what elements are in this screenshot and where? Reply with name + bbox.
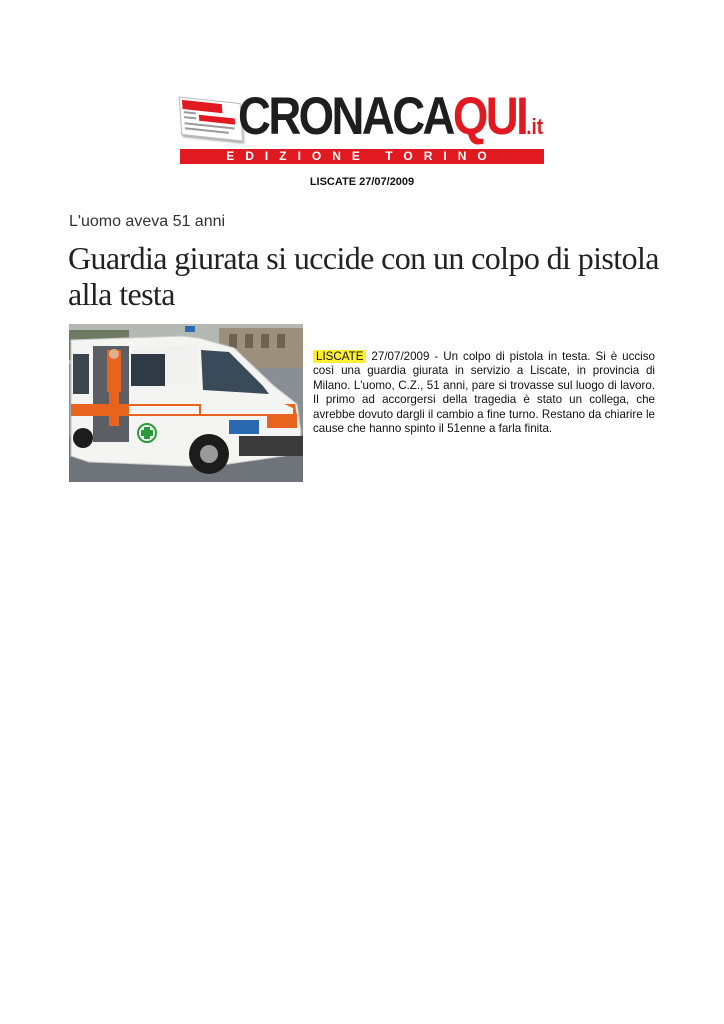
article-body: [313, 350, 655, 436]
ambulance-image: [69, 324, 303, 482]
place-highlight: LISCATE: [313, 350, 366, 363]
article-kicker: L'uomo aveva 51 anni: [69, 213, 226, 230]
dateline: LISCATE 27/07/2009: [309, 176, 415, 188]
logo-word-qui: QUI: [452, 87, 527, 146]
article-text: 27/07/2009 - Un colpo di pistola in testa. Si è ucciso così una guardia giurata in servizio a Liscate, in provincia di Milano. L'uomo, C.Z., 51 anni, pare si trovasse sul luogo di lavoro. Il primo ad accorgersi della tragedia è stato un collega, che avrebbe dovuto dargli il cambio a fine turno. Restano da chiarire le cause che hanno spinto il 51enne a farla finita.: [313, 350, 655, 436]
masthead-logo: [178, 86, 546, 166]
article-headline: Guardia giurata si uccide con un colpo di pistola alla testa: [68, 240, 659, 312]
logo-word-cronaca: CRONACA: [238, 87, 453, 146]
logo-suffix: .it: [526, 114, 544, 139]
edition-bar: EDIZIONE TORINO: [180, 149, 544, 164]
article-photo: [69, 324, 303, 482]
newspaper-logo-icon: [179, 97, 243, 142]
logo-wordmark: [238, 88, 543, 146]
